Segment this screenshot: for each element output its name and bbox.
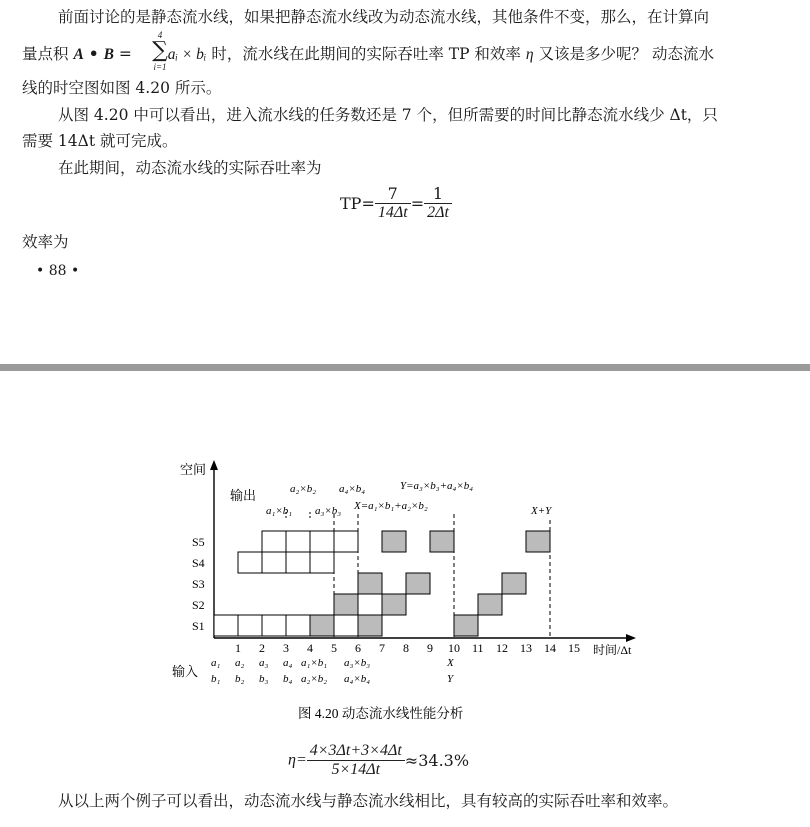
sum-upper: 4 [157, 30, 163, 40]
stage-label-s3: S3 [192, 577, 205, 591]
conclusion: 从以上两个例子可以看出，动态流水线与静态流水线相比，具有较高的实际吞吐率和效率。 [58, 792, 679, 810]
pipeline-cell [358, 615, 382, 636]
pipeline-cell [310, 552, 334, 573]
pipeline-cell [262, 531, 286, 552]
input-label-b-6: a₄×b₄ [344, 673, 371, 685]
vector-b: B [103, 46, 114, 63]
x-axis-label: 时间/Δt [593, 643, 632, 657]
pipeline-cell [382, 531, 406, 552]
pipeline-cell [526, 531, 550, 552]
sum-term: aᵢ × bᵢ [167, 46, 207, 63]
para-1-text-c: 又该是多少呢？ 动态流水 [538, 45, 714, 63]
para-1-line-1: 前面讨论的是静态流水线，如果把静态流水线改为动态流水线，其他条件不变，那么，在计算向 [58, 8, 710, 26]
pipeline-cell [214, 615, 238, 636]
stage-label-s2: S2 [192, 598, 205, 612]
para-1-text-a: 量点积 [22, 45, 69, 63]
pipeline-cell [334, 594, 358, 615]
tp-label: TP= [340, 194, 375, 213]
tick-label-14: 14 [544, 641, 556, 655]
pipeline-cell [286, 552, 310, 573]
input-label-a-6: a₃×b₃ [344, 657, 371, 669]
input-label-b-2: b₂ [235, 673, 245, 685]
para-2-line-2: 需要 14Δt 就可完成。 [22, 132, 178, 150]
out-label-x: X=a₁×b₁+a₂×b₂ [354, 500, 428, 512]
tick-label-13: 13 [520, 641, 532, 655]
input-label-a-3: a₃ [259, 657, 269, 669]
input-label-a-4: a₄ [283, 657, 293, 669]
pipeline-cell [262, 615, 286, 636]
pipeline-cell [310, 615, 334, 636]
efficiency-label: 效率为 [22, 233, 69, 251]
tick-label-1: 1 [235, 641, 241, 655]
pipeline-cell [286, 615, 310, 636]
pipeline-cell [334, 531, 358, 552]
pipeline-cell [334, 615, 358, 636]
tick-label-6: 6 [355, 641, 361, 655]
tick-label-11: 11 [472, 641, 484, 655]
tp-num-2: 1 [424, 185, 452, 204]
pipeline-cell [406, 573, 430, 594]
page-divider [0, 364, 810, 371]
out-label-a3b3: a₃×b₃ [315, 505, 342, 517]
tick-label-9: 9 [427, 641, 433, 655]
para-2-line-1: 从图 4.20 中可以看出，进入流水线的任务数还是 7 个，但所需要的时间比静态流水线少 Δt，只 [58, 106, 718, 124]
pipeline-cell [238, 615, 262, 636]
para-1-line-2 [22, 38, 714, 68]
figure-caption: 图 4.20 动态流水线性能分析 [298, 706, 464, 721]
tp-den-1: 14Δt [377, 204, 408, 221]
tick-label-2: 2 [259, 641, 265, 655]
stage-label-s5: S5 [192, 535, 205, 549]
vector-a: A [73, 46, 84, 63]
para-1-line-3: 线的时空图如图 4.20 所示。 [22, 79, 222, 97]
stage-label-s4: S4 [192, 556, 205, 570]
output-label: 输出 [230, 488, 257, 503]
out-label-a1b1: a₁×b₁ [266, 505, 293, 517]
input-label-b-5: a₂×b₂ [301, 673, 328, 685]
eta-formula [288, 742, 469, 779]
stage-label-s1: S1 [192, 619, 205, 633]
para-3: 在此期间，动态流水线的实际吞吐率为 [58, 159, 322, 177]
pipeline-cell [430, 531, 454, 552]
y-axis-label: 空间 [180, 462, 207, 477]
out-label-xy: X+Y [531, 505, 552, 517]
summation [148, 30, 172, 72]
eta-num: 4×3Δt+3×4Δt [307, 742, 405, 761]
pipeline-cell [358, 594, 382, 615]
y-marker: Y [447, 673, 454, 685]
eta-fraction [307, 742, 405, 779]
x-marker: X [447, 657, 454, 669]
pipeline-cell [310, 531, 334, 552]
tick-label-15: 15 [568, 641, 580, 655]
tick-label-10: 10 [448, 641, 460, 655]
page-number: • 88 • [36, 263, 80, 279]
tick-label-12: 12 [496, 641, 508, 655]
tp-den-2: 2Δt [427, 204, 449, 221]
tick-label-5: 5 [331, 641, 337, 655]
pipeline-cell [262, 552, 286, 573]
tick-label-8: 8 [403, 641, 409, 655]
input-label: 输入 [172, 664, 199, 679]
out-label-a4b4: a₄×b₄ [339, 483, 366, 495]
input-label-b-3: b₃ [259, 673, 269, 685]
tp-eq-2: = [410, 194, 425, 213]
equals-sign: = [118, 45, 132, 63]
pipeline-cell [454, 615, 478, 636]
para-1-text-b: 时，流水线在此期间的实际吞吐率 TP 和效率 [211, 45, 521, 63]
pipeline-cell [478, 594, 502, 615]
tp-num-1: 7 [375, 185, 411, 204]
tick-label-7: 7 [379, 641, 385, 655]
out-label-a2b2: a₂×b₂ [290, 483, 317, 495]
input-label-a-5: a₁×b₁ [301, 657, 328, 669]
out-label-y: Y=a₃×b₃+a₄×b₄ [400, 480, 474, 492]
pipeline-cell [238, 552, 262, 573]
eta-label: η= [288, 751, 307, 769]
input-label-a-1: a₁ [211, 657, 221, 669]
pipeline-cell [502, 573, 526, 594]
tp-fraction-2 [424, 185, 452, 222]
tick-label-4: 4 [307, 641, 313, 655]
pipeline-cell [382, 594, 406, 615]
tp-fraction-1 [375, 185, 411, 222]
sum-lower: i=1 [153, 62, 167, 72]
sum-symbol: ∑ [152, 38, 168, 63]
tp-formula [340, 185, 452, 222]
input-label-b-1: b₁ [211, 673, 221, 685]
tick-label-3: 3 [283, 641, 289, 655]
pipeline-cell [358, 573, 382, 594]
eta-den: 5×14Δt [331, 761, 381, 778]
pipeline-cell [286, 531, 310, 552]
input-label-b-4: b₄ [283, 673, 293, 685]
eta-symbol: η [525, 46, 534, 63]
dot-operator: • [88, 44, 99, 63]
eta-result: ≈34.3% [404, 751, 470, 770]
y-axis-arrow [210, 460, 218, 470]
x-axis-arrow [626, 634, 636, 642]
input-label-a-2: a₂ [235, 657, 245, 669]
